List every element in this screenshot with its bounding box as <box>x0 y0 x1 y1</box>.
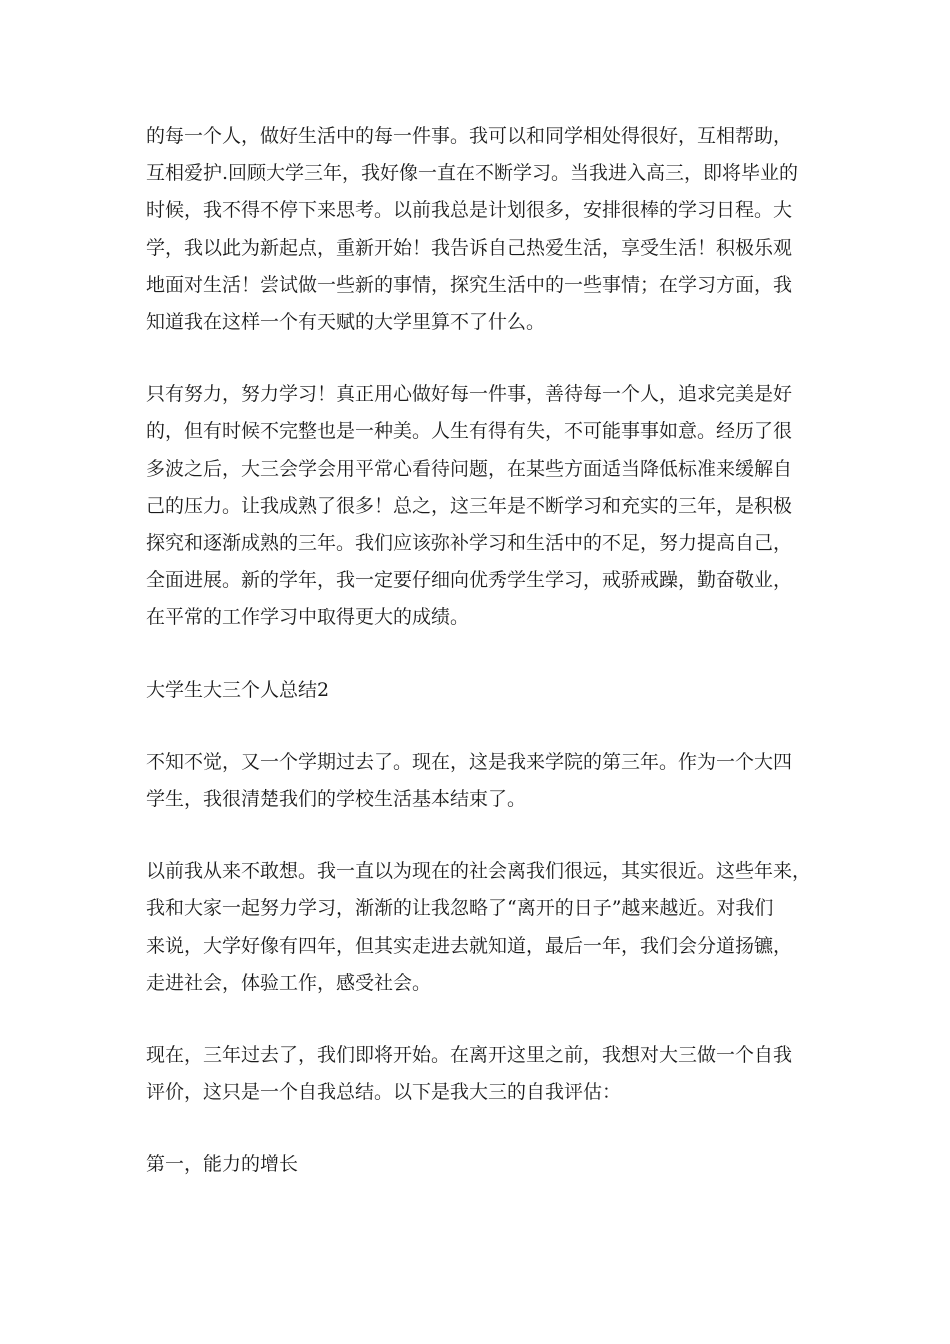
section-heading <box>146 672 811 709</box>
text-line: 走进社会，体验工作，感受社会。 <box>146 971 432 994</box>
paragraph-spacer <box>146 637 811 672</box>
text-line: 己的压力。让我成熟了很多！总之，这三年是不断学习和充实的三年，是积极 <box>146 494 793 517</box>
paragraph-spacer <box>146 1002 811 1037</box>
paragraph-2 <box>146 376 811 636</box>
document-page <box>146 118 811 1184</box>
text-line: 不知不觉，又一个学期过去了。现在，这是我来学院的第三年。作为一个大四 <box>146 750 793 773</box>
text-line: 探究和逐渐成熟的三年。我们应该弥补学习和生活中的不足，努力提高自己， <box>146 532 793 555</box>
paragraph-spacer <box>146 341 811 376</box>
paragraph-spacer <box>146 709 811 744</box>
text-line: 评价，这只是一个自我总结。以下是我大三的自我评估： <box>146 1081 622 1104</box>
text-line: 我和大家一起努力学习，渐渐的让我忽略了“离开的日子”越来越近。对我们 <box>146 897 774 920</box>
text-line: 互相爱护.回顾大学三年，我好像一直在不断学习。当我进入高三，即将毕业的 <box>146 162 799 185</box>
text-line: 只有努力，努力学习！真正用心做好每一件事，善待每一个人，追求完美是好 <box>146 383 793 406</box>
text-line: 现在，三年过去了，我们即将开始。在离开这里之前，我想对大三做一个自我 <box>146 1044 793 1067</box>
text-line: 地面对生活！尝试做一些新的事情，探究生活中的一些事情；在学习方面，我 <box>146 273 793 296</box>
text-line: 学，我以此为新起点，重新开始！我告诉自己热爱生活，享受生活！积极乐观 <box>146 236 793 259</box>
text-line: 以前我从来不敢想。我一直以为现在的社会离我们很远，其实很近。这些年来， <box>146 860 812 883</box>
paragraph-5 <box>146 853 811 1002</box>
paragraph-6 <box>146 1037 811 1111</box>
text-line: 的每一个人，做好生活中的每一件事。我可以和同学相处得很好，互相帮助， <box>146 125 793 147</box>
paragraph-spacer <box>146 818 811 853</box>
text-line: 来说，大学好像有四年，但其实走进去就知道，最后一年，我们会分道扬镳， <box>146 934 793 957</box>
text-line: 多波之后，大三会学会用平常心看待问题，在某些方面适当降低标准来缓解自 <box>146 457 793 480</box>
paragraph-1 <box>146 118 811 341</box>
text-line: 学生，我很清楚我们的学校生活基本结束了。 <box>146 788 527 811</box>
text-line: 第一，能力的增长 <box>146 1153 299 1176</box>
text-line: 的，但有时候不完整也是一种美。人生有得有失，不可能事事如意。经历了很 <box>146 420 793 443</box>
text-line: 全面进展。新的学年，我一定要仔细向优秀学生学习，戒骄戒躁，勤奋敬业， <box>146 569 793 592</box>
paragraph-4 <box>146 744 811 818</box>
heading-text: 大学生大三个人总结2 <box>146 678 330 701</box>
text-line: 时候，我不得不停下来思考。以前我总是计划很多，安排很棒的学习日程。大 <box>146 199 793 222</box>
paragraph-spacer <box>146 1111 811 1146</box>
text-line: 知道我在这样一个有天赋的大学里算不了什么。 <box>146 311 546 334</box>
paragraph-7 <box>146 1146 811 1183</box>
text-line: 在平常的工作学习中取得更大的成绩。 <box>146 606 470 629</box>
